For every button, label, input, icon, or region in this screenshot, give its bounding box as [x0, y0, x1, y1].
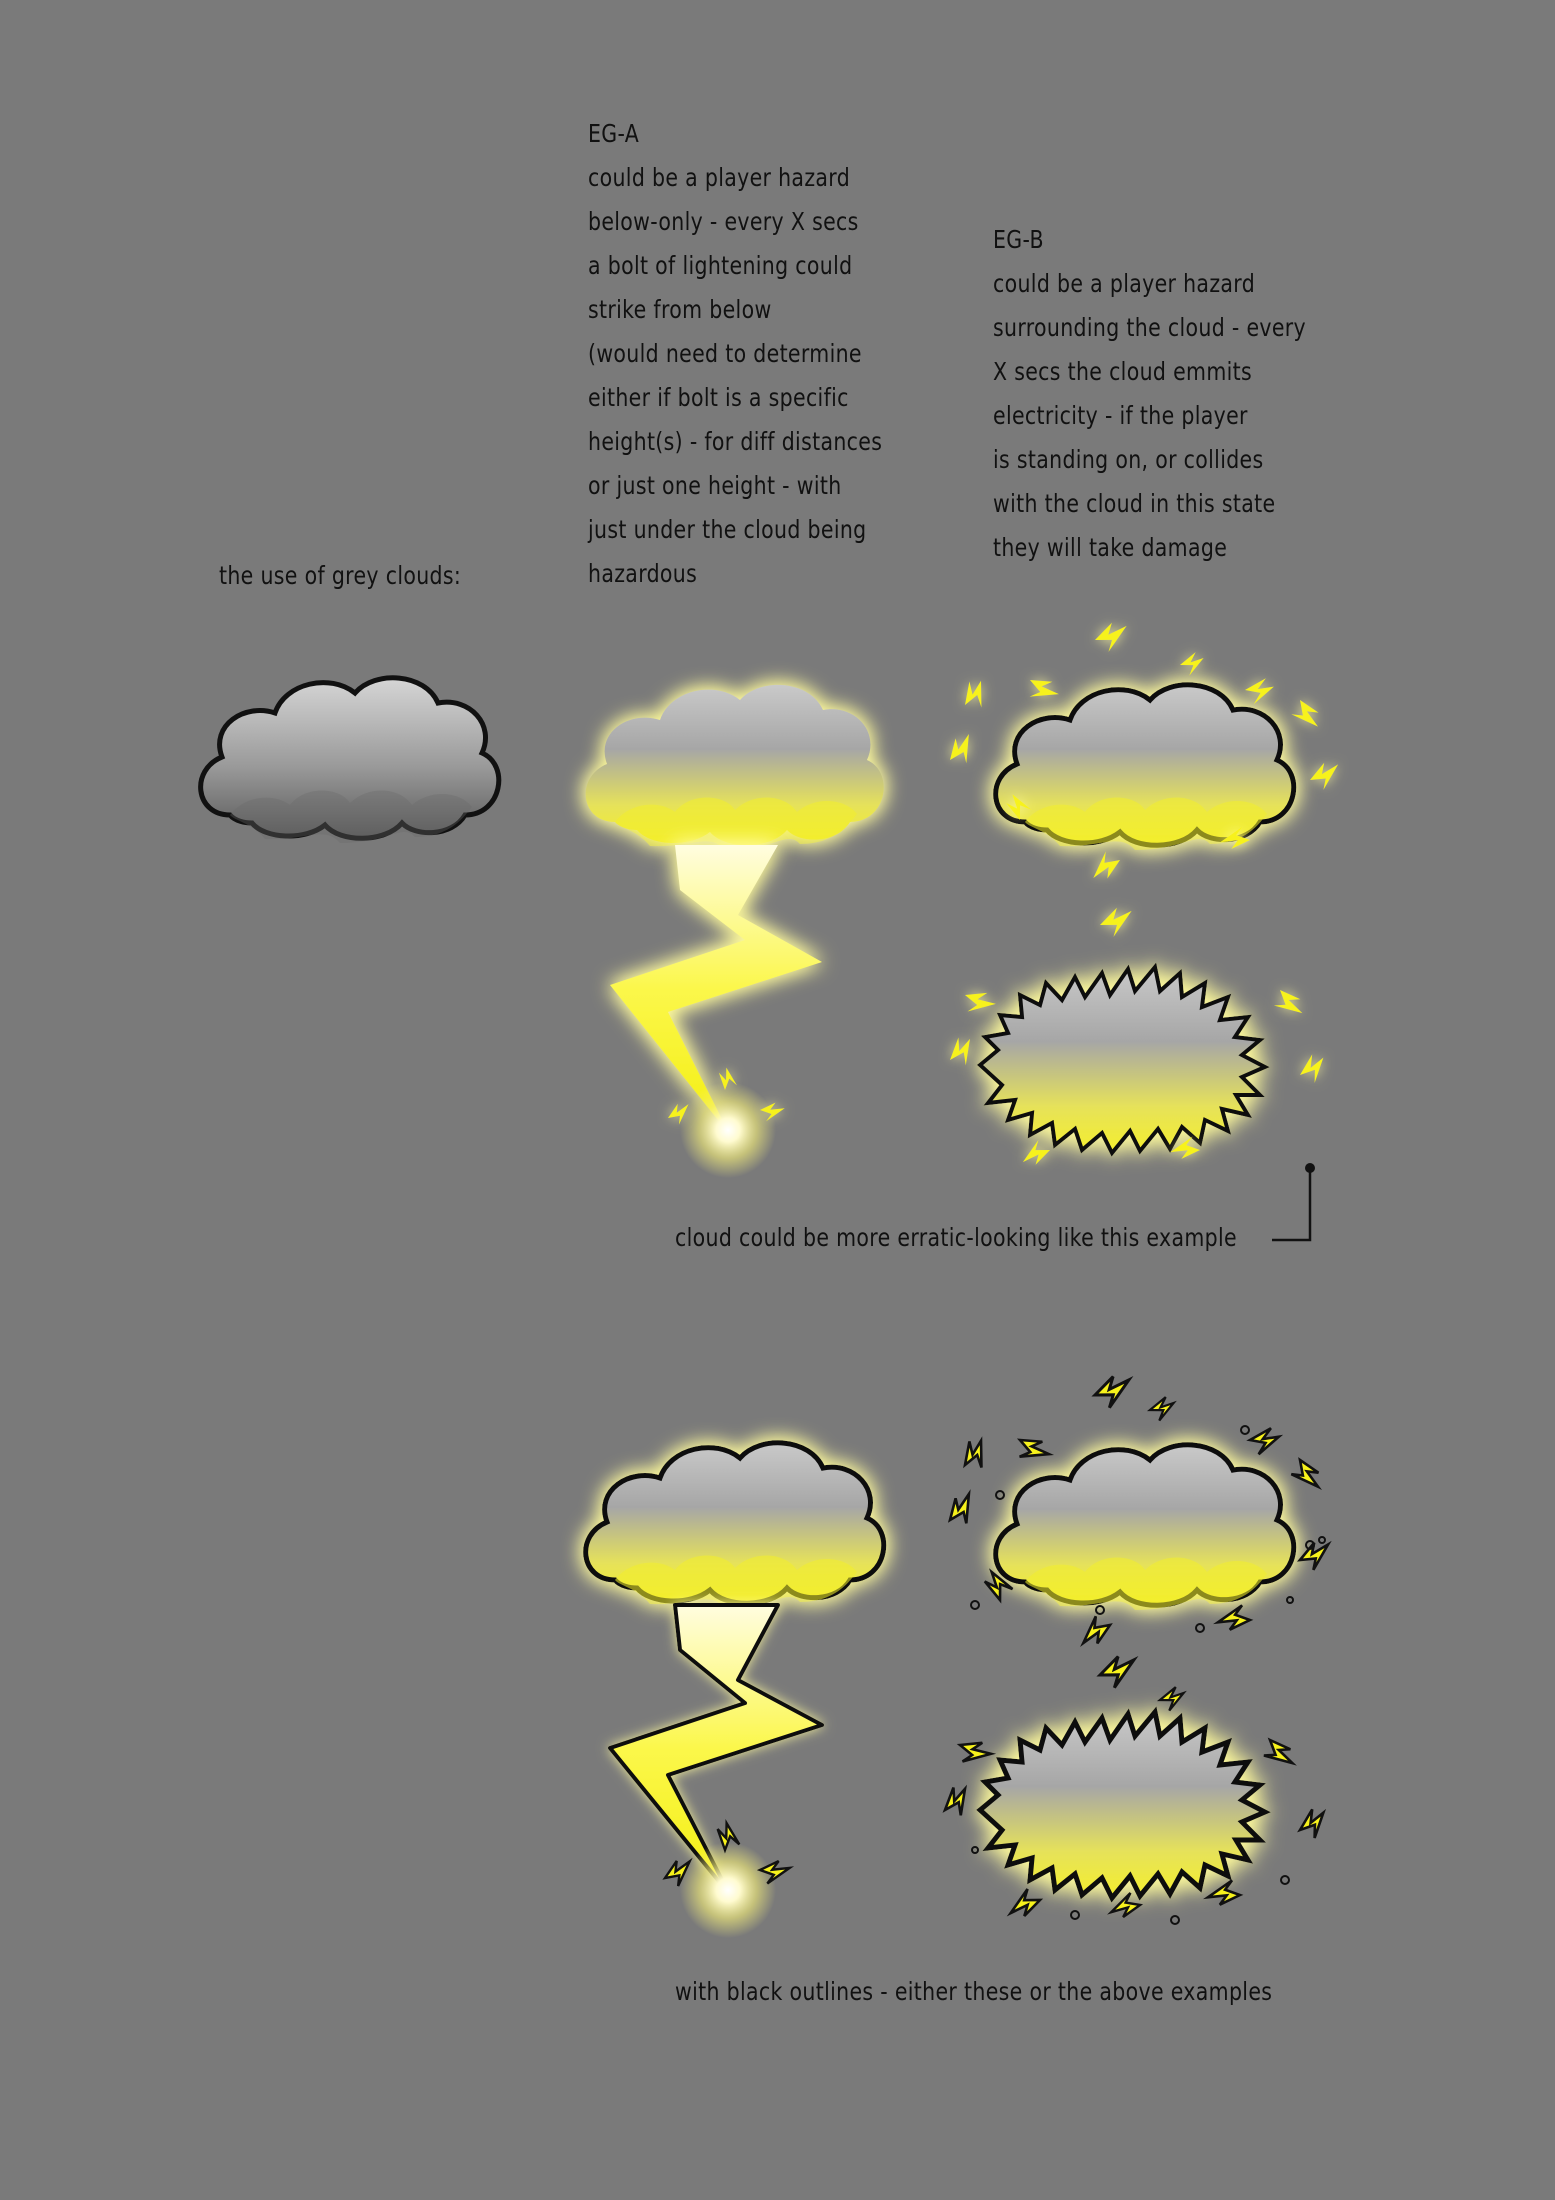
eg-b-title: EG-B [993, 225, 1044, 254]
eg-a-line: (would need to determine [588, 339, 862, 368]
eg-a-line: height(s) - for diff distances [588, 427, 883, 456]
eg-b-line: is standing on, or collides [993, 445, 1264, 474]
erratic-cloud-note: cloud could be more erratic-looking like this example [675, 1223, 1237, 1252]
eg-a-cloud [586, 685, 884, 850]
eg-a-outlined-cloud [586, 1443, 884, 1608]
eg-a-sprite [586, 685, 884, 1178]
erratic-callout-line [1272, 1163, 1315, 1240]
eg-a-title: EG-A [588, 119, 640, 148]
eg-a-line: just under the cloud being [588, 515, 867, 544]
eg-b-erratic-outlined-cloud [980, 1712, 1265, 1898]
impact-flash [680, 1082, 776, 1178]
eg-b-line: surrounding the cloud - every [993, 313, 1307, 342]
grey-clouds-label: the use of grey clouds: [219, 561, 462, 590]
eg-a-line: a bolt of lightening could [588, 251, 853, 280]
eg-a-line: strike from below [588, 295, 772, 324]
eg-b-erratic-cloud [980, 967, 1265, 1153]
eg-b-line: electricity - if the player [993, 401, 1248, 430]
eg-b-erratic-sprite [944, 905, 1328, 1166]
eg-b-line: X secs the cloud emmits [993, 357, 1253, 386]
eg-b-line: with the cloud in this state [993, 489, 1276, 518]
eg-a-line: hazardous [588, 559, 698, 588]
grey-cloud-sprite [201, 678, 499, 843]
eg-a-line: below-only - every X secs [588, 207, 859, 236]
eg-a-line: either if bolt is a specific [588, 383, 849, 412]
outline-note: with black outlines - either these or the above examples [675, 1977, 1273, 2006]
eg-a-outlined-sprite [586, 1443, 884, 1938]
eg-b-erratic-outlined-sprite [939, 1654, 1328, 1924]
eg-b-cloud [996, 685, 1294, 850]
eg-b-outlined-cloud [996, 1445, 1294, 1610]
eg-b-sprite [942, 620, 1344, 883]
eg-b-line: they will take damage [993, 533, 1228, 562]
eg-a-line: could be a player hazard [588, 163, 851, 192]
eg-a-line: or just one height - with [588, 471, 842, 500]
eg-b-line: could be a player hazard [993, 269, 1256, 298]
eg-b-outlined-sprite [942, 1374, 1334, 1648]
impact-flash [680, 1842, 776, 1938]
